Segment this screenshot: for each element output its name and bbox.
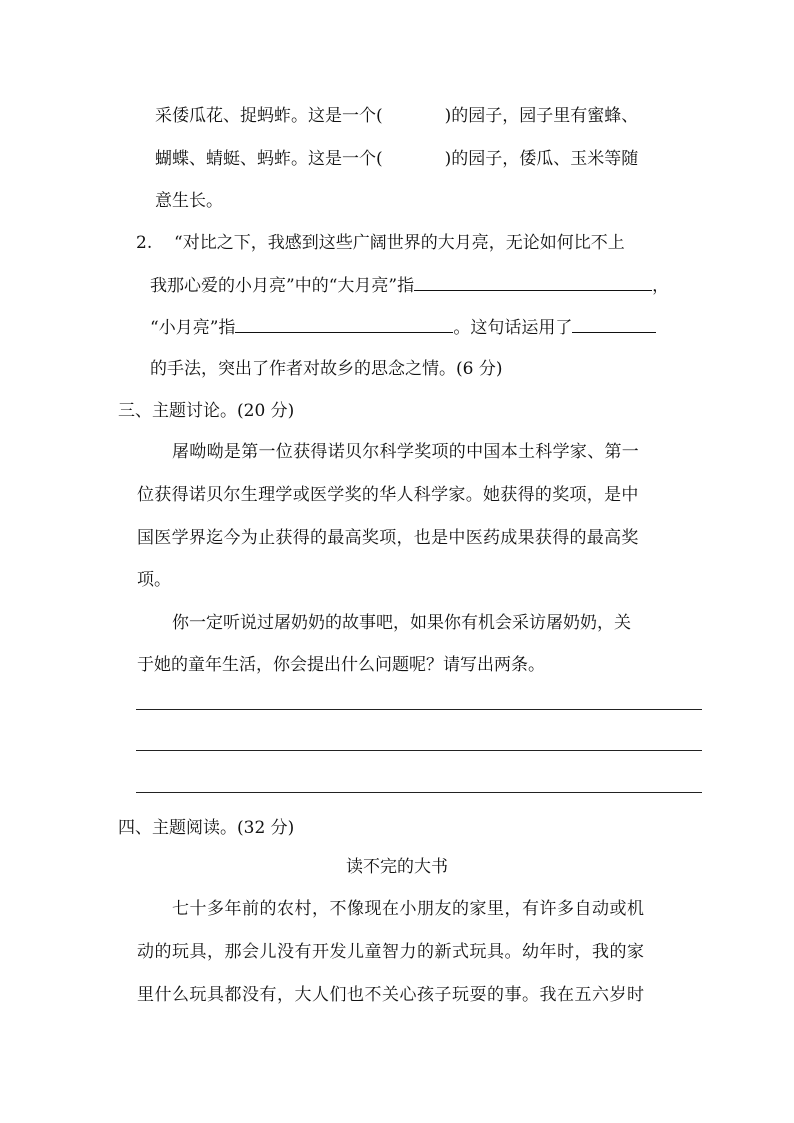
passage-line-2: 动的玩具，那会儿没有开发儿童智力的新式玩具。幼年时，我的家 (137, 942, 645, 962)
q2-text-3: “小月亮”指 (150, 318, 236, 338)
answer-blank-technique[interactable] (572, 316, 656, 333)
q2-text-1: “对比之下，我感到这些广阔世界的大月亮，无论如何比不上 (174, 233, 625, 253)
q1-line-2-pre: 蝴蝶、蜻蜓、蚂蚱。这是一个( (155, 149, 383, 169)
q2-text-2: 我那心爱的小月亮”中的“大月亮”指 (150, 276, 415, 296)
section4-heading: 四、主题阅读。(32 分) (118, 818, 295, 838)
answer-line-1[interactable] (136, 709, 702, 710)
section3-para2-line1: 你一定听说过屠奶奶的故事吧，如果你有机会采访屠奶奶，关 (172, 613, 631, 633)
q1-line-1 (155, 105, 638, 127)
passage-line-1: 七十多年前的农村，不像现在小朋友的家里，有许多自动或机 (172, 899, 645, 919)
q2-text-3-mid: 。这句话运用了 (453, 318, 573, 338)
q1-line-2-post: )的园子，倭瓜、玉米等随 (444, 149, 639, 169)
q2-comma: ， (652, 276, 670, 296)
passage-title: 读不完的大书 (346, 857, 448, 877)
passage-line-3: 里什么玩具都没有，大人们也不关心孩子玩耍的事。我在五六岁时 (137, 985, 645, 1005)
q2-line-1 (136, 232, 625, 254)
section3-para2-line2: 于她的童年生活，你会提出什么问题呢？请写出两条。 (137, 655, 545, 675)
q2-number: 2. (136, 233, 153, 253)
section3-para1-line2: 位获得诺贝尔生理学或医学奖的华人科学家。她获得的奖项，是中 (137, 485, 639, 505)
q2-line-3 (150, 316, 656, 339)
answer-line-3[interactable] (136, 792, 702, 793)
answer-blank-small-moon[interactable] (235, 316, 453, 333)
q2-line-4: 的手法，突出了作者对故乡的思念之情。(6 分) (150, 359, 503, 379)
q1-line-2 (155, 148, 638, 170)
q1-line-1-pre: 采倭瓜花、捉蚂蚱。这是一个( (155, 106, 383, 126)
section3-para1-line4: 项。 (137, 570, 171, 590)
section3-para1-line3: 国医学界迄今为止获得的最高奖项，也是中医药成果获得的最高奖 (137, 528, 639, 548)
q2-line-2 (150, 274, 669, 297)
answer-blank-big-moon[interactable] (414, 274, 652, 291)
section3-heading: 三、主题讨论。(20 分) (118, 401, 295, 421)
section3-para1-line1: 屠呦呦是第一位获得诺贝尔科学奖项的中国本土科学家、第一 (172, 442, 640, 462)
q1-line-3: 意生长。 (155, 191, 223, 211)
answer-line-2[interactable] (136, 750, 702, 751)
q1-line-1-post: )的园子，园子里有蜜蜂、 (444, 106, 639, 126)
